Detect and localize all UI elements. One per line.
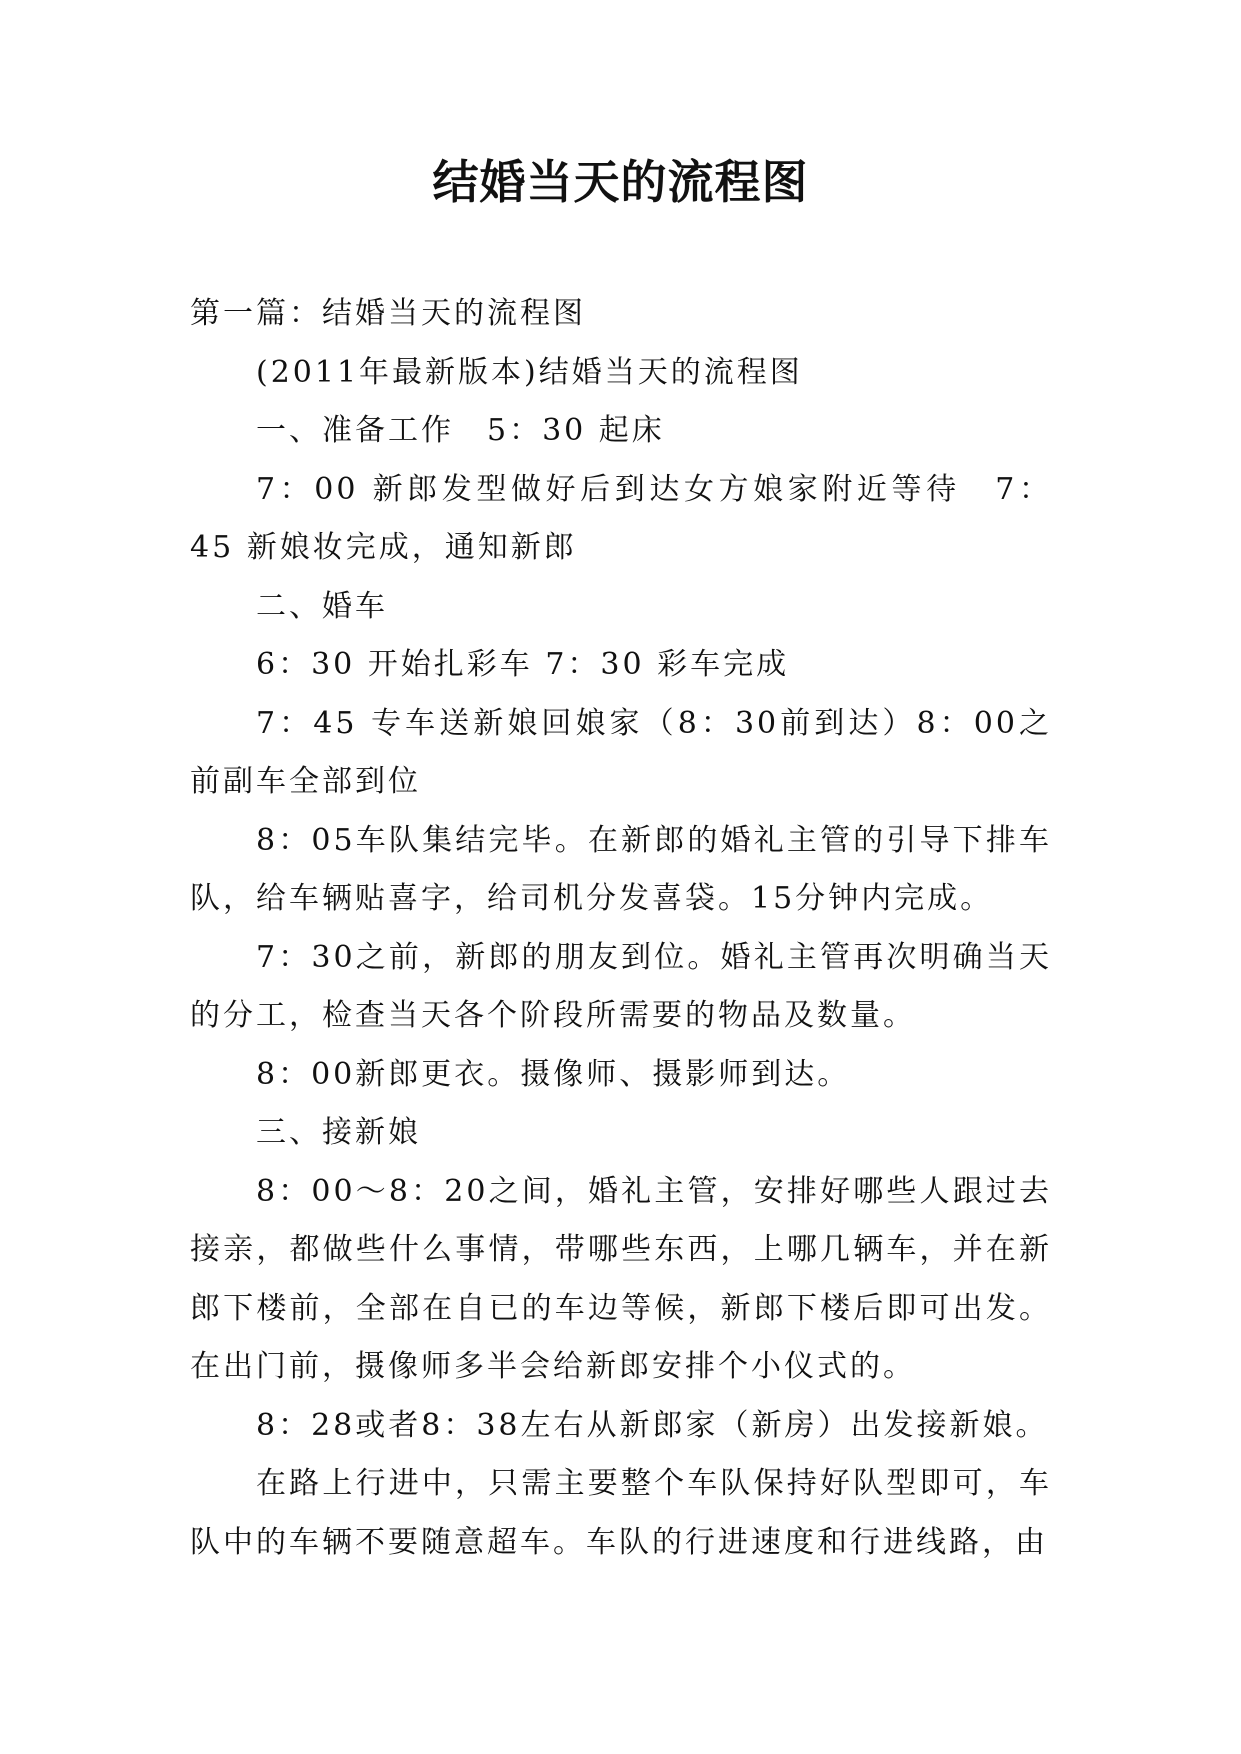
section-heading-preparation: 一、准备工作 5：30 起床 bbox=[256, 413, 665, 448]
paragraph: 第一篇：结婚当天的流程图 bbox=[190, 296, 586, 331]
paragraph: 8：05车队集结完毕。在新郎的婚礼主管的引导下排车队，给车辆贴喜字，给司机分发喜袋。15分钟内完成。 bbox=[190, 822, 1052, 916]
paragraph: 7：30之前，新郎的朋友到位。婚礼主管再次明确当天的分工，检查当天各个阶段所需要的物品及数量。 bbox=[190, 939, 1052, 1033]
paragraph: (2011年最新版本)结婚当天的流程图 bbox=[256, 354, 803, 390]
document-title: 结婚当天的流程图 bbox=[432, 155, 809, 209]
paragraph: 8：28或者8：38左右从新郎家（新房）出发接新娘。 bbox=[256, 1407, 1049, 1443]
paragraph: 7：00 新郎发型做好后到达女方娘家附近等待 7：45 新娘妆完成，通知新郎 bbox=[190, 471, 1052, 565]
document-body bbox=[190, 285, 1052, 1572]
paragraph: 6：30 开始扎彩车 7：30 彩车完成 bbox=[256, 647, 790, 682]
paragraph: 在路上行进中，只需主要整个车队保持好队型即可，车队中的车辆不要随意超车。车队的行进速度和行进线路，由 bbox=[190, 1466, 1052, 1560]
section-heading-wedding-car: 二、婚车 bbox=[256, 588, 388, 624]
section-heading-pick-up-bride: 三、接新娘 bbox=[256, 1115, 421, 1150]
paragraph: 8：00～8：20之间，婚礼主管，安排好哪些人跟过去接亲，都做些什么事情，带哪些东西，上哪几辆车，并在新郎下楼前，全部在自已的车边等候，新郎下楼后即可出发。在出门前，摄像师多半会给新郎安排个小仪式的。 bbox=[190, 1173, 1052, 1384]
paragraph: 7：45 专车送新娘回娘家（8：30前到达）8：00之前副车全部到位 bbox=[190, 705, 1052, 799]
paragraph: 8：00新郎更衣。摄像师、摄影师到达。 bbox=[256, 1056, 851, 1092]
